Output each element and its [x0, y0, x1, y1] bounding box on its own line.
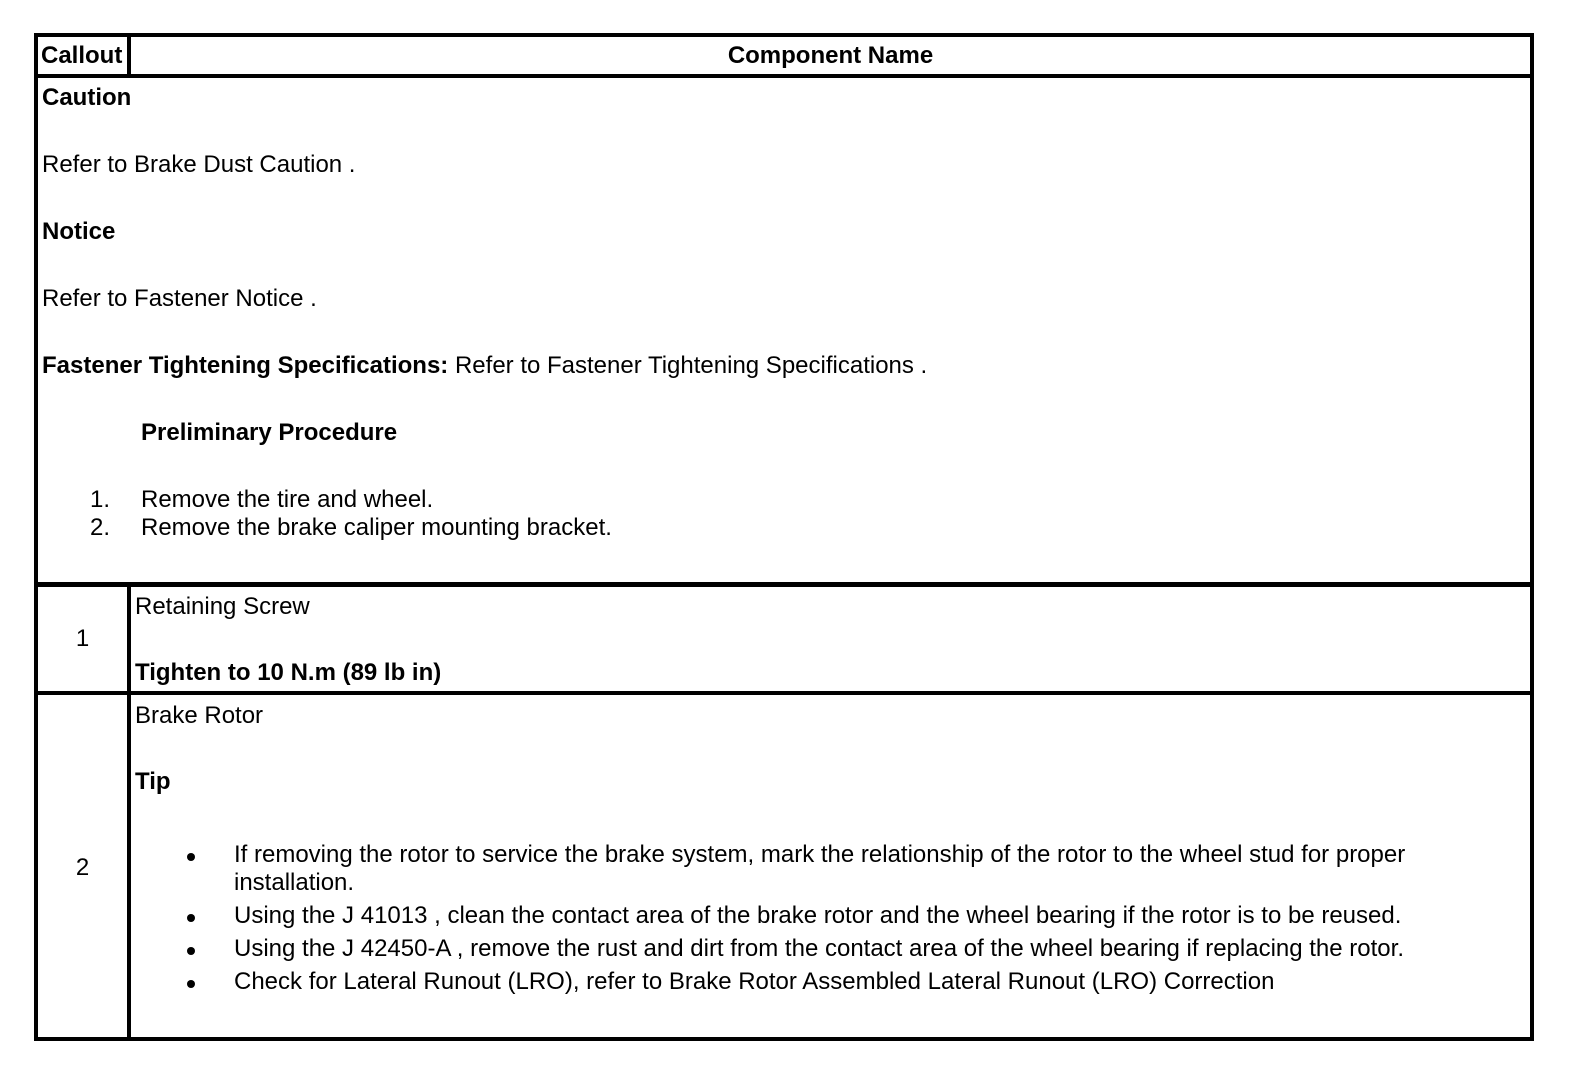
notice-title: Notice: [42, 218, 116, 245]
component-cell: [131, 695, 1530, 1041]
step-text: Remove the tire and wheel.: [141, 486, 434, 513]
torque-spec: Tighten to 10 N.m (89 lb in): [135, 659, 442, 686]
bullet-icon: [187, 914, 195, 922]
callout-column-header: Callout: [38, 37, 131, 74]
tip-text: Check for Lateral Runout (LRO), refer to Brake Rotor Assembled Lateral Runout (LRO) Correction: [234, 968, 1275, 995]
tip-text-continued: installation.: [234, 869, 355, 896]
step-number: 2.: [90, 514, 111, 541]
callout-number: 1: [38, 587, 131, 691]
component-name-column-header: Component Name: [727, 42, 934, 69]
preliminary-procedure-title: Preliminary Procedure: [141, 419, 398, 446]
intro-section: [38, 78, 1530, 587]
step-text: Remove the brake caliper mounting bracket.: [141, 514, 612, 541]
step-number: 1.: [90, 486, 111, 513]
component-cell: [131, 587, 1530, 691]
tip-text: If removing the rotor to service the brake system, mark the relationship of the rotor to the wheel stud for proper: [234, 841, 1406, 868]
table-row: [38, 587, 1530, 695]
bullet-icon: [187, 980, 195, 988]
spec-text: Refer to Fastener Tightening Specifications .: [454, 352, 928, 379]
component-name: Brake Rotor: [135, 702, 264, 729]
component-table: [34, 33, 1534, 1041]
caution-title: Caution: [42, 84, 132, 111]
caution-text: Refer to Brake Dust Caution .: [42, 151, 356, 178]
table-row: [38, 695, 1530, 1041]
spec-label: Fastener Tightening Specifications:: [42, 352, 449, 379]
component-name: Retaining Screw: [135, 593, 310, 620]
callout-number: 2: [38, 695, 131, 1041]
tip-title: Tip: [135, 768, 171, 795]
tip-text: Using the J 41013 , clean the contact area of the brake rotor and the wheel bearing if the rotor is to be reused.: [234, 902, 1402, 929]
spec-line: [42, 352, 927, 380]
tip-text: Using the J 42450-A , remove the rust and dirt from the contact area of the wheel bearing if replacing the rotor.: [234, 935, 1404, 962]
notice-text: Refer to Fastener Notice .: [42, 285, 317, 312]
bullet-icon: [187, 853, 195, 861]
bullet-icon: [187, 947, 195, 955]
table-header: [38, 37, 1530, 78]
